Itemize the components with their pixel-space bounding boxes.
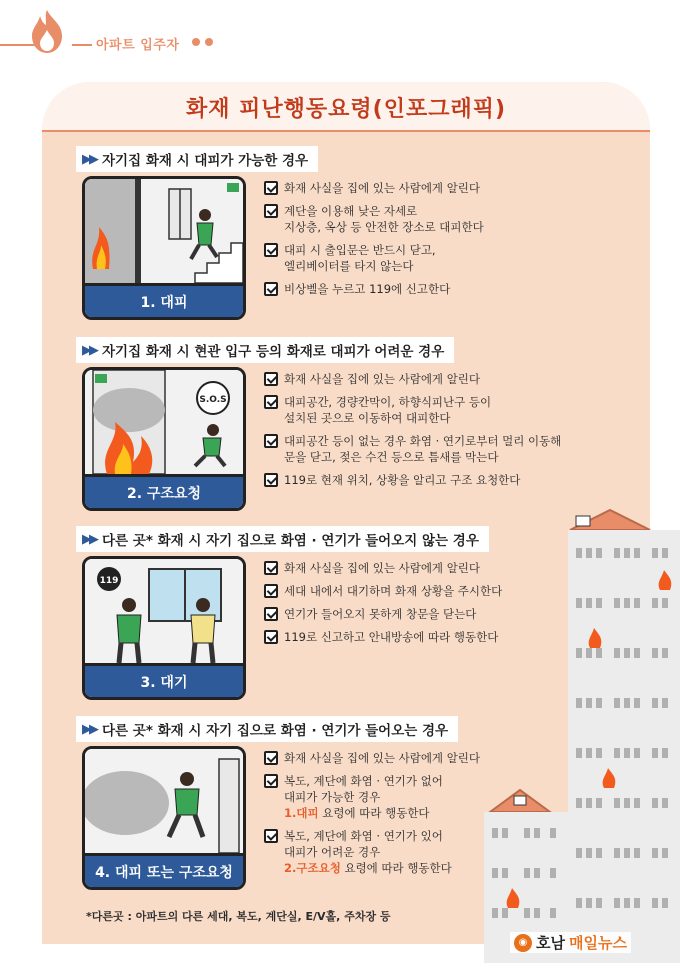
evacuate-or-rescue-illustration bbox=[85, 749, 243, 853]
checklist bbox=[264, 371, 604, 495]
double-arrow-icon: ▶▶ bbox=[82, 721, 96, 737]
evacuation-illustration bbox=[85, 179, 243, 283]
item-text: 119로 신고하고 안내방송에 따라 행동한다 bbox=[284, 630, 499, 644]
list-item bbox=[264, 371, 604, 387]
checkbox-icon bbox=[264, 395, 278, 409]
item-text: 화재 사실을 집에 있는 사람에게 알린다 bbox=[284, 372, 481, 386]
scene-card bbox=[82, 746, 246, 890]
item-text: 대피공간 등이 없는 경우 화염 · 연기로부터 멀리 이동해 문을 닫고, 젖은 수건 등으로 틈새를 막는다 bbox=[284, 434, 562, 464]
checkbox-icon bbox=[264, 607, 278, 621]
flame-icon bbox=[22, 6, 72, 56]
card-caption: 4. 대피 또는 구조요청 bbox=[85, 853, 243, 887]
section-heading bbox=[76, 716, 458, 742]
scene-card bbox=[82, 176, 246, 320]
checkbox-icon bbox=[264, 181, 278, 195]
checkbox-icon bbox=[264, 829, 278, 843]
card-caption: 3. 대기 bbox=[85, 663, 243, 697]
checkbox-icon bbox=[264, 751, 278, 765]
item-text: 계단을 이용해 낮은 자세로 지상층, 옥상 등 안전한 장소로 대피한다 bbox=[284, 204, 484, 234]
section-heading bbox=[76, 337, 454, 363]
logo-icon: ◉ bbox=[514, 934, 532, 952]
section-rescue bbox=[42, 337, 650, 517]
checkbox-icon bbox=[264, 561, 278, 575]
double-arrow-icon: ▶▶ bbox=[82, 342, 96, 358]
checklist bbox=[264, 180, 604, 304]
item-text: 화재 사실을 집에 있는 사람에게 알린다 bbox=[284, 561, 481, 575]
logo-text-1: 호남 bbox=[536, 934, 565, 952]
item-text: 세대 내에서 대기하며 화재 상황을 주시한다 bbox=[284, 584, 503, 598]
section-heading bbox=[76, 146, 318, 172]
checkbox-icon bbox=[264, 630, 278, 644]
header-dots bbox=[192, 38, 213, 46]
news-logo bbox=[510, 932, 631, 953]
wait-illustration bbox=[85, 559, 243, 663]
checkbox-icon bbox=[264, 473, 278, 487]
logo-text-2: 매일뉴스 bbox=[568, 934, 627, 952]
top-header bbox=[0, 0, 680, 80]
scene-card bbox=[82, 367, 246, 511]
item-text-main: 복도, 계단에 화염 · 연기가 없어 대피가 가능한 경우 bbox=[284, 774, 443, 804]
item-highlight: 2.구조요청 bbox=[284, 861, 341, 875]
checkbox-icon bbox=[264, 372, 278, 386]
section-heading bbox=[76, 526, 489, 552]
title-bar bbox=[42, 82, 650, 132]
item-text: 연기가 들어오지 못하게 창문을 닫는다 bbox=[284, 607, 477, 621]
card-caption: 2. 구조요청 bbox=[85, 474, 243, 508]
list-item bbox=[264, 180, 604, 196]
list-item bbox=[264, 203, 604, 235]
checkbox-icon bbox=[264, 243, 278, 257]
checkbox-icon bbox=[264, 434, 278, 448]
rescue-illustration bbox=[85, 370, 243, 474]
item-text bbox=[284, 828, 452, 876]
item-text: 119로 현재 위치, 상황을 알리고 구조 요청한다 bbox=[284, 473, 521, 487]
item-highlight: 1.대피 bbox=[284, 806, 319, 820]
section-heading-text: 자기집 화재 시 대피가 가능한 경우 bbox=[102, 153, 309, 169]
item-text: 대피공간, 경량칸막이, 하향식피난구 등이 설치된 곳으로 이동하여 대피한다 bbox=[284, 395, 492, 425]
apartment-buildings-illustration bbox=[480, 500, 680, 963]
item-text: 대피 시 출입문은 반드시 닫고, 엘리베이터를 타지 않는다 bbox=[284, 243, 436, 273]
item-text-rest: 요령에 따라 행동한다 bbox=[318, 806, 430, 820]
header-line-2 bbox=[72, 44, 92, 46]
item-text: 화재 사실을 집에 있는 사람에게 알린다 bbox=[284, 181, 481, 195]
item-text: 비상벨을 누르고 119에 신고한다 bbox=[284, 282, 451, 296]
list-item bbox=[264, 394, 604, 426]
section-heading-text: 다른 곳* 화재 시 자기 집으로 화염 · 연기가 들어오는 경우 bbox=[102, 723, 449, 739]
checkbox-icon bbox=[264, 282, 278, 296]
list-item bbox=[264, 242, 604, 274]
footnote: *다른곳 : 아파트의 다른 세대, 복도, 계단실, E/V홀, 주차장 등 bbox=[86, 910, 391, 923]
card-caption: 1. 대피 bbox=[85, 283, 243, 317]
checkbox-icon bbox=[264, 774, 278, 788]
item-text bbox=[284, 773, 443, 821]
section-evacuate bbox=[42, 146, 650, 326]
item-text-rest: 요령에 따라 행동한다 bbox=[340, 861, 452, 875]
phone-119-text: 119 bbox=[99, 576, 119, 586]
checkbox-icon bbox=[264, 584, 278, 598]
list-item bbox=[264, 281, 604, 297]
list-item bbox=[264, 472, 604, 488]
item-text-main: 복도, 계단에 화염 · 연기가 있어 대피가 어려운 경우 bbox=[284, 829, 443, 859]
list-item bbox=[264, 433, 604, 465]
double-arrow-icon: ▶▶ bbox=[82, 531, 96, 547]
double-arrow-icon: ▶▶ bbox=[82, 151, 96, 167]
section-heading-text: 자기집 화재 시 현관 입구 등의 화재로 대피가 어려운 경우 bbox=[102, 344, 445, 360]
item-text: 화재 사실을 집에 있는 사람에게 알린다 bbox=[284, 751, 481, 765]
section-label: 아파트 입주자 bbox=[96, 38, 180, 53]
sos-bubble-text: S.O.S bbox=[199, 395, 227, 405]
scene-card bbox=[82, 556, 246, 700]
page-title: 화재 피난행동요령(인포그래픽) bbox=[185, 97, 507, 122]
section-heading-text: 다른 곳* 화재 시 자기 집으로 화염 · 연기가 들어오지 않는 경우 bbox=[102, 533, 479, 549]
checkbox-icon bbox=[264, 204, 278, 218]
